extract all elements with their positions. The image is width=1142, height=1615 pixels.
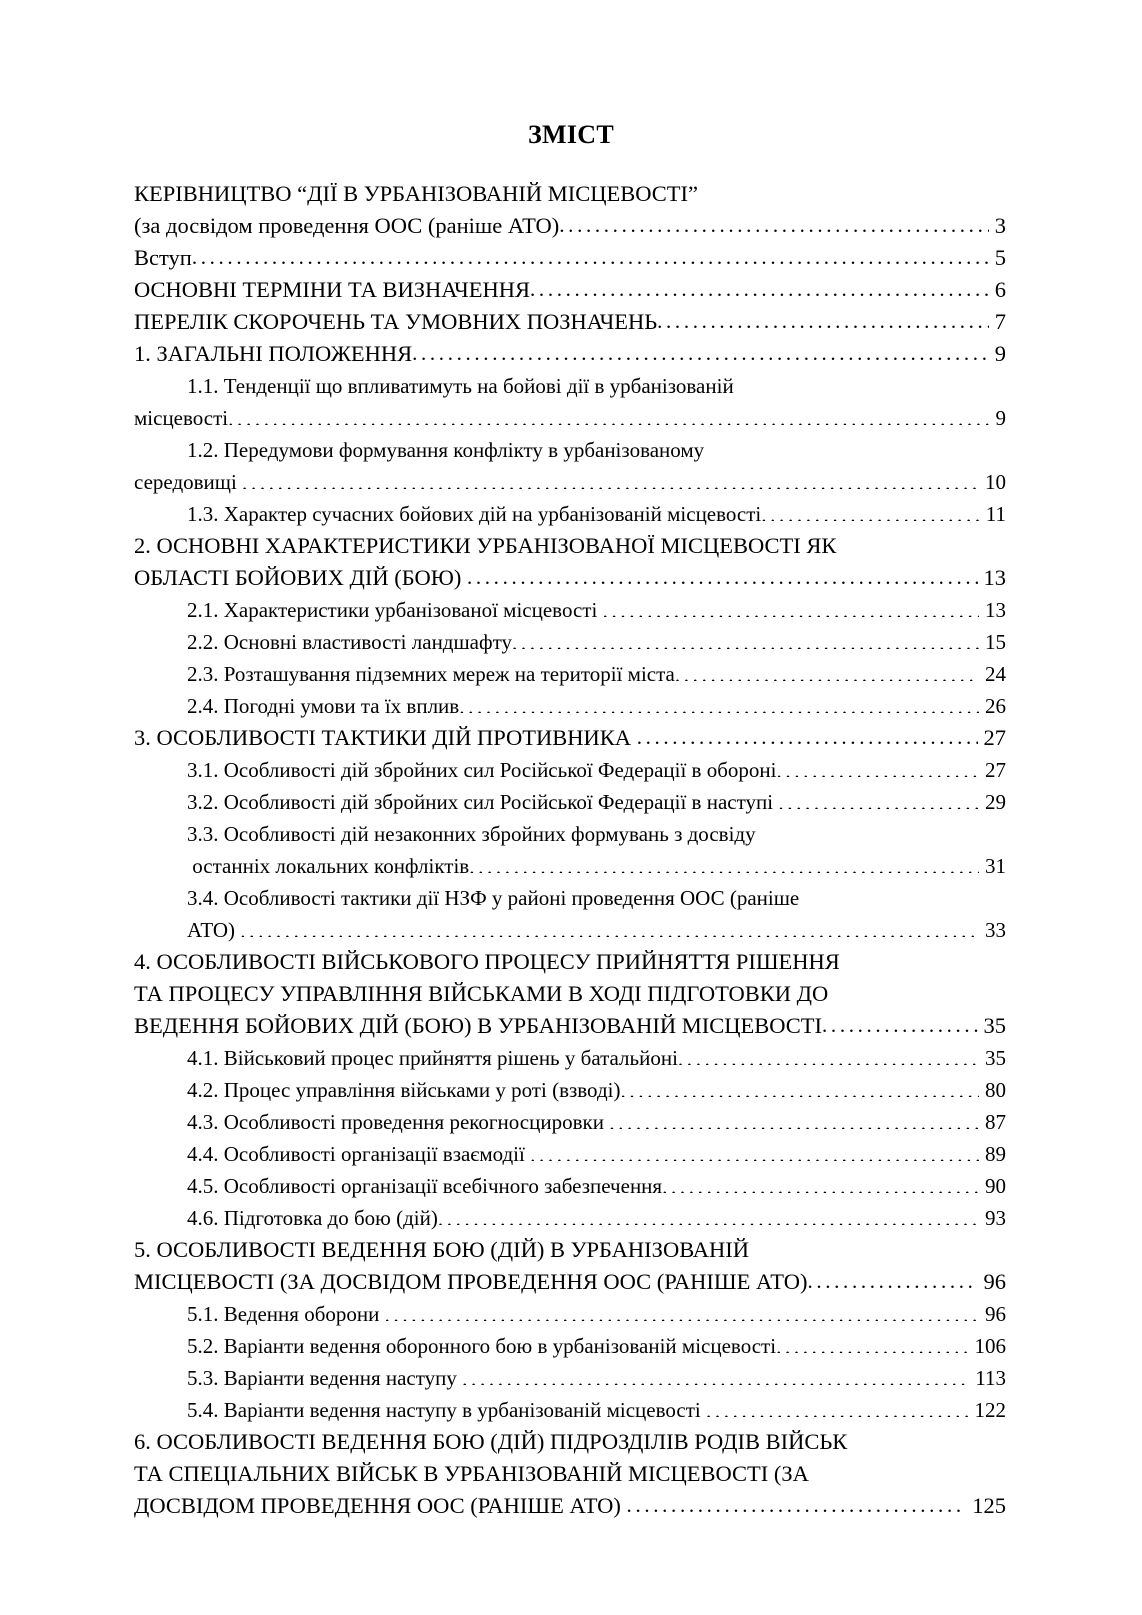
toc-line[interactable] <box>134 210 1006 242</box>
toc-entry-label: 3.2. Особливості дій збройних сил Російської Федерації в наступі <box>187 790 779 814</box>
toc-entry[interactable] <box>134 722 1006 754</box>
dot-leader <box>512 628 979 649</box>
toc-line[interactable] <box>134 1106 1006 1138</box>
toc-entry-label: ДОСВІДОМ ПРОВЕДЕННЯ ООС (РАНІШЕ АТО) <box>134 1493 627 1518</box>
toc-line[interactable] <box>134 1298 1006 1330</box>
toc-line[interactable] <box>134 1074 1006 1106</box>
dot-leader <box>469 852 979 873</box>
dot-leader <box>847 1427 1000 1450</box>
dot-leader <box>704 436 1000 457</box>
dot-leader <box>828 979 1000 1002</box>
toc-entry-label: ТА СПЕЦІАЛЬНИХ ВІЙСЬК В УРБАНІЗОВАНІЙ МІСЦЕВОСТІ (ЗА <box>134 1461 809 1486</box>
toc-line[interactable] <box>134 1202 1006 1234</box>
toc-page-number: 87 <box>985 1110 1006 1134</box>
toc-page-number: 80 <box>985 1078 1006 1102</box>
toc-page-number: 90 <box>985 1174 1006 1198</box>
toc-page-number: 122 <box>974 1398 1006 1422</box>
dot-leader <box>778 788 979 809</box>
dot-leader <box>761 500 980 521</box>
toc-line[interactable] <box>134 562 1006 594</box>
toc-entry[interactable] <box>134 1394 1006 1426</box>
toc-entry-label: 4.6. Підготовка до бою (дій) <box>187 1206 438 1230</box>
toc-entry[interactable] <box>134 434 1006 498</box>
table-of-contents <box>134 178 1006 1522</box>
toc-entry[interactable] <box>134 1426 1006 1522</box>
dot-leader <box>657 307 989 330</box>
toc-entry-label: ВЕДЕННЯ БОЙОВИХ ДІЙ (БОЮ) В УРБАНІЗОВАНІЙ МІСЦЕВОСТІ <box>134 1013 823 1038</box>
toc-line[interactable] <box>134 1394 1006 1426</box>
toc-entry[interactable] <box>134 1170 1006 1202</box>
toc-page-number: 11 <box>985 502 1006 526</box>
dot-leader <box>749 1235 1000 1258</box>
toc-entry[interactable] <box>134 786 1006 818</box>
dot-leader <box>242 468 979 489</box>
toc-entry[interactable] <box>134 370 1006 434</box>
toc-line[interactable] <box>134 1426 1006 1458</box>
toc-entry-label: 2.2. Основні властивості ландшафту <box>187 630 512 654</box>
dot-leader <box>776 1332 968 1353</box>
dot-leader <box>530 1140 979 1161</box>
toc-entry-label: 2. ОСНОВНІ ХАРАКТЕРИСТИКИ УРБАНІЗОВАНОЇ МІСЦЕВОСТІ ЯК <box>134 533 837 558</box>
dot-leader <box>840 947 1000 970</box>
toc-line[interactable] <box>134 914 1006 946</box>
toc-line[interactable] <box>134 434 1006 466</box>
toc-page-number: 125 <box>972 1493 1006 1518</box>
dot-leader <box>698 179 1000 202</box>
dot-leader <box>822 1011 977 1034</box>
toc-entry[interactable] <box>134 242 1006 274</box>
toc-line[interactable] <box>134 1170 1006 1202</box>
toc-line[interactable] <box>134 946 1006 978</box>
toc-entry-label: 2.3. Розташування підземних мереж на території міста <box>187 662 675 686</box>
toc-entry-label: 5.1. Ведення оборони <box>187 1302 385 1326</box>
dot-leader <box>412 339 989 362</box>
toc-line[interactable] <box>134 338 1006 370</box>
dot-leader <box>675 660 979 681</box>
toc-entry-label: 5.2. Варіанти ведення оборонного бою в урбанізованій місцевості <box>187 1334 777 1358</box>
dot-leader <box>836 531 1000 554</box>
toc-entry-label: 5. ОСОБЛИВОСТІ ВЕДЕННЯ БОЮ (ДІЙ) В УРБАНІЗОВАНІЙ <box>134 1237 750 1262</box>
toc-page-number: 89 <box>985 1142 1006 1166</box>
toc-page-number: 9 <box>995 406 1006 430</box>
toc-line[interactable] <box>134 370 1006 402</box>
toc-page-number: 7 <box>994 309 1006 334</box>
toc-entry-label: 4. ОСОБЛИВОСТІ ВІЙСЬКОВОГО ПРОЦЕСУ ПРИЙНЯТТЯ РІШЕННЯ <box>134 949 840 974</box>
toc-line[interactable] <box>134 1490 1006 1522</box>
toc-entry[interactable] <box>134 530 1006 594</box>
dot-leader <box>627 1491 967 1514</box>
toc-page-number: 9 <box>994 341 1006 366</box>
dot-leader <box>706 1396 969 1417</box>
toc-line[interactable] <box>134 1330 1006 1362</box>
toc-page-number: 113 <box>975 1366 1006 1390</box>
toc-entry-label: МІСЦЕВОСТІ (ЗА ДОСВІДОМ ПРОВЕДЕННЯ ООС (РАНІШЕ АТО) <box>134 1269 808 1294</box>
toc-entry-label: 6. ОСОБЛИВОСТІ ВЕДЕННЯ БОЮ (ДІЙ) ПІДРОЗДІЛІВ РОДІВ ВІЙСЬК <box>134 1429 848 1454</box>
toc-line[interactable] <box>134 1042 1006 1074</box>
toc-page-number: 96 <box>985 1302 1006 1326</box>
page-title: ЗМІСТ <box>528 120 614 149</box>
toc-page-number: 35 <box>985 1046 1006 1070</box>
dot-leader <box>240 916 979 937</box>
dot-leader <box>776 756 979 777</box>
toc-entry-label: останніх локальних конфліктів <box>187 854 470 878</box>
toc-entry-label: ОБЛАСТІ БОЙОВИХ ДІЙ (БОЮ) <box>134 565 467 590</box>
toc-page-number: 26 <box>985 694 1006 718</box>
dot-leader <box>385 1300 979 1321</box>
toc-line[interactable] <box>134 626 1006 658</box>
toc-page-number: 33 <box>985 918 1006 942</box>
toc-entry-label: 1.3. Характер сучасних бойових дій на урбанізованій місцевості <box>187 502 762 526</box>
toc-line[interactable] <box>134 402 1006 434</box>
toc-entry[interactable] <box>134 1234 1006 1298</box>
toc-entry[interactable] <box>134 594 1006 626</box>
toc-entry-label: ОСНОВНІ ТЕРМІНИ ТА ВИЗНАЧЕННЯ <box>134 277 531 302</box>
toc-entry-label: середовищі <box>134 470 243 494</box>
toc-entry-label: 3.4. Особливості тактики дії НЗФ у районі проведення ООС (раніше <box>187 886 800 910</box>
toc-page-number: 13 <box>983 565 1006 590</box>
toc-page-number: 13 <box>985 598 1006 622</box>
toc-entry-label: АТО) <box>187 918 241 942</box>
toc-entry[interactable] <box>134 1202 1006 1234</box>
toc-page-number: 29 <box>985 790 1006 814</box>
toc-entry-label: КЕРІВНИЦТВО “ДІЇ В УРБАНІЗОВАНІЙ МІСЦЕВОСТІ” <box>134 181 699 206</box>
toc-entry[interactable] <box>134 338 1006 370</box>
toc-entry[interactable] <box>134 882 1006 946</box>
toc-page-number: 106 <box>974 1334 1006 1358</box>
dot-leader <box>809 1459 1000 1482</box>
toc-entry[interactable] <box>134 690 1006 722</box>
toc-line[interactable] <box>134 1458 1006 1490</box>
toc-entry[interactable] <box>134 1330 1006 1362</box>
toc-line[interactable] <box>134 1362 1006 1394</box>
toc-entry-label: ПЕРЕЛІК СКОРОЧЕНЬ ТА УМОВНИХ ПОЗНАЧЕНЬ <box>134 309 658 334</box>
toc-page-number: 6 <box>994 277 1006 302</box>
toc-entry[interactable] <box>134 754 1006 786</box>
toc-line[interactable] <box>134 274 1006 306</box>
dot-leader <box>756 820 1000 841</box>
toc-entry-label: 5.4. Варіанти ведення наступу в урбанізованій місцевості <box>187 1398 706 1422</box>
toc-line[interactable] <box>134 242 1006 274</box>
toc-entry-label: 4.5. Особливості організації всебічного забезпечення <box>187 1174 663 1198</box>
toc-page-number: 31 <box>985 854 1006 878</box>
toc-line[interactable] <box>134 498 1006 530</box>
toc-line[interactable] <box>134 850 1006 882</box>
dot-leader <box>228 404 989 425</box>
toc-line[interactable] <box>134 466 1006 498</box>
dot-leader <box>678 1044 979 1065</box>
dot-leader <box>637 723 978 746</box>
dot-leader <box>734 372 1000 393</box>
toc-entry-label: 1. ЗАГАЛЬНІ ПОЛОЖЕННЯ <box>134 341 413 366</box>
toc-line[interactable] <box>134 1010 1006 1042</box>
dot-leader <box>799 884 1000 905</box>
toc-entry-label: 5.3. Варіанти ведення наступу <box>187 1366 463 1390</box>
toc-entry[interactable] <box>134 498 1006 530</box>
toc-entry[interactable] <box>134 178 1006 242</box>
toc-page-number: 27 <box>983 725 1006 750</box>
toc-entry[interactable] <box>134 1074 1006 1106</box>
toc-entry-label: 3.3. Особливості дій незаконних збройних формувань з досвіду <box>187 822 756 846</box>
toc-page-number: 3 <box>994 213 1006 238</box>
toc-entry[interactable] <box>134 1298 1006 1330</box>
toc-line[interactable] <box>134 530 1006 562</box>
toc-entry-label: Вступ <box>134 245 192 270</box>
toc-line[interactable] <box>134 306 1006 338</box>
dot-leader <box>438 1204 979 1225</box>
toc-page-number: 5 <box>994 245 1006 270</box>
toc-page-number: 35 <box>983 1013 1006 1038</box>
toc-line[interactable] <box>134 882 1006 914</box>
dot-leader <box>530 275 989 298</box>
toc-entry[interactable] <box>134 274 1006 306</box>
toc-page-number: 10 <box>985 470 1006 494</box>
toc-entry[interactable] <box>134 306 1006 338</box>
toc-entry[interactable] <box>134 1362 1006 1394</box>
toc-entry-label: 4.1. Військовий процес прийняття рішень у батальйоні <box>187 1046 678 1070</box>
dot-leader <box>807 1267 977 1290</box>
toc-entry-label: 2.1. Характеристики урбанізованої місцевості <box>187 598 603 622</box>
toc-line[interactable] <box>134 754 1006 786</box>
toc-entry-label: 3. ОСОБЛИВОСТІ ТАКТИКИ ДІЙ ПРОТИВНИКА <box>134 725 637 750</box>
dot-leader <box>620 1076 979 1097</box>
toc-entry-label: 4.4. Особливості організації взаємодії <box>187 1142 531 1166</box>
toc-line[interactable] <box>134 1234 1006 1266</box>
toc-entry-label: 4.3. Особливості проведення рекогносцировки <box>187 1110 610 1134</box>
toc-entry-label: місцевості <box>134 406 229 430</box>
toc-line[interactable] <box>134 978 1006 1010</box>
toc-line[interactable] <box>134 818 1006 850</box>
toc-entry[interactable] <box>134 658 1006 690</box>
toc-line[interactable] <box>134 1266 1006 1298</box>
toc-entry-label: 1.1. Тенденції що впливатимуть на бойові дії в урбанізованій <box>187 374 734 398</box>
toc-line[interactable] <box>134 594 1006 626</box>
toc-line[interactable] <box>134 722 1006 754</box>
dot-leader <box>192 243 989 266</box>
dot-leader <box>609 1108 979 1129</box>
toc-page-number: 24 <box>985 662 1006 686</box>
toc-line[interactable] <box>134 178 1006 210</box>
dot-leader <box>459 692 979 713</box>
toc-entry-label: 1.2. Передумови формування конфлікту в урбанізованому <box>187 438 705 462</box>
toc-entry-label: 3.1. Особливості дій збройних сил Російської Федерації в обороні <box>187 758 777 782</box>
toc-page-number: 27 <box>985 758 1006 782</box>
dot-leader <box>603 596 979 617</box>
toc-line[interactable] <box>134 786 1006 818</box>
toc-line[interactable] <box>134 690 1006 722</box>
toc-entry[interactable] <box>134 1042 1006 1074</box>
dot-leader <box>662 1172 979 1193</box>
toc-entry[interactable] <box>134 1106 1006 1138</box>
dot-leader <box>467 563 978 586</box>
dot-leader <box>462 1364 969 1385</box>
toc-entry-label: ТА ПРОЦЕСУ УПРАВЛІННЯ ВІЙСЬКАМИ В ХОДІ ПІДГОТОВКИ ДО <box>134 981 829 1006</box>
toc-page-number: 96 <box>983 1269 1006 1294</box>
toc-page-number: 15 <box>985 630 1006 654</box>
toc-entry[interactable] <box>134 946 1006 1042</box>
toc-entry[interactable] <box>134 626 1006 658</box>
toc-entry-label: 2.4. Погодні умови та їх вплив <box>187 694 460 718</box>
toc-page-number: 93 <box>985 1206 1006 1230</box>
toc-entry[interactable] <box>134 1138 1006 1170</box>
toc-entry-label: 4.2. Процес управління військами у роті (взводі) <box>187 1078 621 1102</box>
toc-entry-label: (за досвідом проведення ООС (раніше АТО) <box>134 213 560 238</box>
dot-leader <box>559 211 988 234</box>
toc-line[interactable] <box>134 658 1006 690</box>
toc-entry[interactable] <box>134 818 1006 882</box>
toc-line[interactable] <box>134 1138 1006 1170</box>
